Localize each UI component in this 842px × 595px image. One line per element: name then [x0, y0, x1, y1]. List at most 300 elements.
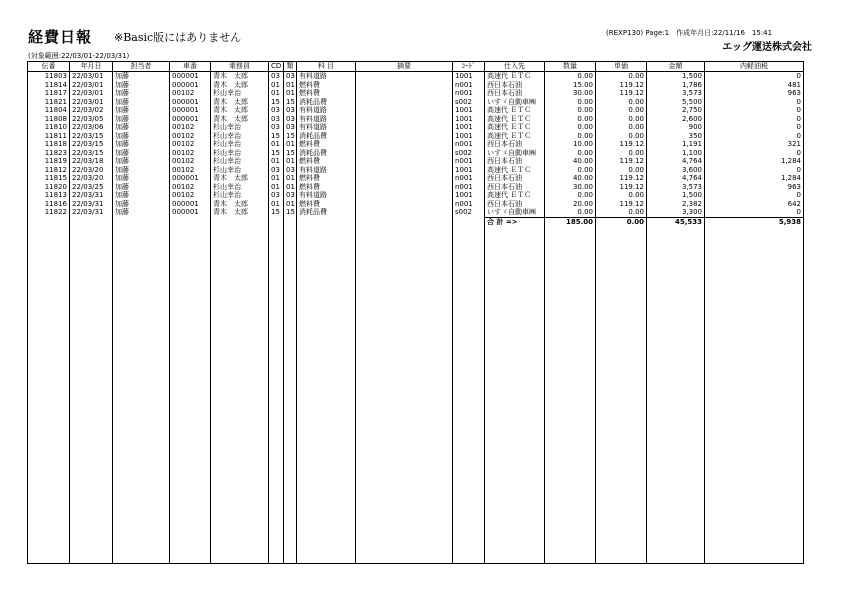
table-cell: 119.12 — [596, 81, 647, 90]
table-cell: 11811 — [28, 132, 70, 141]
table-cell: 0.00 — [545, 123, 596, 132]
table-cell: 000001 — [170, 200, 211, 209]
table-row — [28, 115, 804, 124]
column-header: 担当者 — [113, 62, 170, 72]
table-cell: 11823 — [28, 149, 70, 158]
table-cell: 350 — [647, 132, 705, 141]
table-cell: 01 — [269, 174, 284, 183]
column-header: 類 — [284, 62, 297, 72]
column-header: 内軽油税 — [705, 62, 804, 72]
table-cell — [356, 174, 453, 183]
table-cell: 00102 — [170, 89, 211, 98]
table-cell: 加藤 — [113, 157, 170, 166]
table-cell: 03 — [284, 191, 297, 200]
table-cell: 01 — [284, 183, 297, 192]
table-cell — [356, 149, 453, 158]
table-cell: 00102 — [170, 183, 211, 192]
table-cell — [356, 123, 453, 132]
table-cell: 11822 — [28, 208, 70, 217]
table-cell: 西日本石油 — [485, 200, 545, 209]
table-row — [28, 123, 804, 132]
table-cell: 0 — [705, 123, 804, 132]
table-cell — [356, 191, 453, 200]
table-cell: 22/03/15 — [70, 140, 113, 149]
table-cell: 01 — [284, 140, 297, 149]
table-cell: 01 — [269, 81, 284, 90]
table-cell: 11819 — [28, 157, 70, 166]
table-cell: 0.00 — [545, 149, 596, 158]
table-cell: 000001 — [170, 98, 211, 107]
table-cell: 加藤 — [113, 140, 170, 149]
column-header: 科 目 — [297, 62, 356, 72]
table-row — [28, 132, 804, 141]
table-cell: 杉山幸治 — [211, 157, 269, 166]
table-cell: 22/03/20 — [70, 166, 113, 175]
table-cell: 有料道路 — [297, 123, 356, 132]
table-row — [28, 208, 804, 217]
table-cell: 4,764 — [647, 174, 705, 183]
table-row — [28, 81, 804, 90]
table-cell: 1001 — [453, 115, 485, 124]
table-cell: 2,600 — [647, 115, 705, 124]
table-cell: 00102 — [170, 166, 211, 175]
table-cell — [356, 106, 453, 115]
column-header: 車番 — [170, 62, 211, 72]
table-cell — [356, 115, 453, 124]
table-cell: 燃料費 — [297, 89, 356, 98]
table-cell: 119.12 — [596, 183, 647, 192]
table-cell: n001 — [453, 89, 485, 98]
table-cell: 4,764 — [647, 157, 705, 166]
table-cell: 加藤 — [113, 183, 170, 192]
table-cell: 03 — [284, 72, 297, 81]
table-cell: 0 — [705, 191, 804, 200]
table-row — [28, 106, 804, 115]
table-cell: 加藤 — [113, 166, 170, 175]
table-cell: 消耗品費 — [297, 208, 356, 217]
table-cell: 加藤 — [113, 123, 170, 132]
table-cell — [356, 81, 453, 90]
table-cell: 03 — [269, 106, 284, 115]
table-cell: 1,100 — [647, 149, 705, 158]
table-cell: 30.00 — [545, 89, 596, 98]
table-cell: 青木 太郎 — [211, 200, 269, 209]
table-cell: 杉山幸治 — [211, 183, 269, 192]
table-cell: 642 — [705, 200, 804, 209]
report-title: 経費日報 — [28, 28, 93, 46]
table-cell: 03 — [284, 115, 297, 124]
table-cell: 11814 — [28, 81, 70, 90]
table-cell: 西日本石油 — [485, 81, 545, 90]
table-cell: 加藤 — [113, 208, 170, 217]
table-cell: 燃料費 — [297, 140, 356, 149]
table-cell: 2,382 — [647, 200, 705, 209]
table-cell: 01 — [284, 200, 297, 209]
table-cell: s002 — [453, 98, 485, 107]
table-cell: 11808 — [28, 115, 70, 124]
table-cell: 01 — [284, 81, 297, 90]
table-cell: 00102 — [170, 132, 211, 141]
table-cell — [356, 183, 453, 192]
table-cell: 963 — [705, 183, 804, 192]
table-cell: 22/03/18 — [70, 157, 113, 166]
table-cell: 900 — [647, 123, 705, 132]
total-row — [28, 217, 804, 226]
table-cell: 20.00 — [545, 200, 596, 209]
table-cell: 3,300 — [647, 208, 705, 217]
table-cell: 11803 — [28, 72, 70, 81]
table-cell: 1001 — [453, 72, 485, 81]
table-cell: 青木 太郎 — [211, 208, 269, 217]
table-cell: 22/03/15 — [70, 149, 113, 158]
table-cell: 11815 — [28, 174, 70, 183]
table-cell: 22/03/31 — [70, 191, 113, 200]
total-unit-price: 0.00 — [596, 217, 647, 226]
table-cell: 22/03/31 — [70, 200, 113, 209]
table-cell: 0.00 — [545, 132, 596, 141]
table-cell: 西日本石油 — [485, 157, 545, 166]
table-cell: 22/03/01 — [70, 81, 113, 90]
table-cell: 30.00 — [545, 183, 596, 192]
table-cell: 加藤 — [113, 174, 170, 183]
table-cell: 119.12 — [596, 157, 647, 166]
table-cell: 22/03/01 — [70, 72, 113, 81]
table-cell: 22/03/01 — [70, 98, 113, 107]
table-cell: 燃料費 — [297, 183, 356, 192]
table-cell: 321 — [705, 140, 804, 149]
table-cell: 01 — [284, 157, 297, 166]
table-cell: n001 — [453, 174, 485, 183]
table-cell: 11818 — [28, 140, 70, 149]
table-cell: 11804 — [28, 106, 70, 115]
table-cell: 1,284 — [705, 174, 804, 183]
table-cell: 有料道路 — [297, 106, 356, 115]
table-cell: 01 — [269, 157, 284, 166]
table-cell: 杉山幸治 — [211, 191, 269, 200]
table-cell — [356, 140, 453, 149]
table-cell: 加藤 — [113, 191, 170, 200]
total-quantity: 185.00 — [545, 217, 596, 226]
table-cell: 40.00 — [545, 174, 596, 183]
column-header: 数量 — [545, 62, 596, 72]
table-cell: 0 — [705, 106, 804, 115]
table-cell: 03 — [269, 123, 284, 132]
table-cell: 11816 — [28, 200, 70, 209]
table-cell: いすゞ自動車㈱ — [485, 149, 545, 158]
table-cell: s002 — [453, 149, 485, 158]
table-cell: 15 — [269, 149, 284, 158]
table-cell: 杉山幸治 — [211, 149, 269, 158]
table-cell: 01 — [269, 183, 284, 192]
table-cell: いすゞ自動車㈱ — [485, 98, 545, 107]
table-cell: 03 — [269, 72, 284, 81]
table-cell: 0.00 — [596, 191, 647, 200]
table-cell: 杉山幸治 — [211, 89, 269, 98]
table-cell — [356, 200, 453, 209]
table-cell: 0.00 — [596, 72, 647, 81]
table-cell: 有料道路 — [297, 191, 356, 200]
table-cell: 11813 — [28, 191, 70, 200]
table-row — [28, 174, 804, 183]
table-cell — [356, 72, 453, 81]
column-header: ｺｰﾄﾞ — [453, 62, 485, 72]
table-row — [28, 183, 804, 192]
table-cell — [356, 89, 453, 98]
table-cell: 3,600 — [647, 166, 705, 175]
table-cell: 22/03/20 — [70, 174, 113, 183]
column-header: 摘要 — [356, 62, 453, 72]
table-cell: 22/03/02 — [70, 106, 113, 115]
table-cell: 高速代 ＥＴＣ — [485, 106, 545, 115]
table-cell: 15.00 — [545, 81, 596, 90]
table-cell: 3,573 — [647, 183, 705, 192]
table-cell: 青木 太郎 — [211, 115, 269, 124]
table-cell: 000001 — [170, 174, 211, 183]
table-cell: 1,284 — [705, 157, 804, 166]
table-cell: 杉山幸治 — [211, 123, 269, 132]
table-cell: 1,500 — [647, 72, 705, 81]
table-cell: 有料道路 — [297, 166, 356, 175]
table-cell — [356, 166, 453, 175]
table-row — [28, 166, 804, 175]
table-cell: 119.12 — [596, 140, 647, 149]
table-cell: 高速代 ＥＴＣ — [485, 132, 545, 141]
table-cell: 15 — [284, 98, 297, 107]
table-cell: 03 — [269, 191, 284, 200]
table-cell: 0.00 — [596, 123, 647, 132]
table-cell: 000001 — [170, 208, 211, 217]
table-cell: 3,573 — [647, 89, 705, 98]
expense-table — [27, 61, 804, 564]
table-cell — [356, 157, 453, 166]
table-cell — [356, 98, 453, 107]
total-diesel-tax: 5,938 — [705, 217, 804, 226]
table-cell: 15 — [284, 149, 297, 158]
table-cell: 消耗品費 — [297, 132, 356, 141]
table-cell: n001 — [453, 157, 485, 166]
table-row — [28, 98, 804, 107]
table-cell: 西日本石油 — [485, 183, 545, 192]
table-cell: 03 — [269, 166, 284, 175]
table-cell: 西日本石油 — [485, 89, 545, 98]
table-spacer — [28, 226, 804, 564]
table-cell: 000001 — [170, 106, 211, 115]
table-cell: 481 — [705, 81, 804, 90]
table-cell: 01 — [284, 89, 297, 98]
table-cell: 杉山幸治 — [211, 166, 269, 175]
table-cell: 杉山幸治 — [211, 140, 269, 149]
table-cell: 0 — [705, 208, 804, 217]
table-cell: 00102 — [170, 191, 211, 200]
table-cell: 00102 — [170, 149, 211, 158]
table-cell: 高速代 ＥＴＣ — [485, 166, 545, 175]
table-cell: 22/03/25 — [70, 183, 113, 192]
table-cell: 加藤 — [113, 98, 170, 107]
table-cell: 0 — [705, 115, 804, 124]
table-cell: 00102 — [170, 140, 211, 149]
table-cell: 15 — [269, 98, 284, 107]
table-cell: 0.00 — [545, 106, 596, 115]
total-amount: 45,533 — [647, 217, 705, 226]
table-cell: 加藤 — [113, 72, 170, 81]
column-header: CD — [269, 62, 284, 72]
table-cell: 1001 — [453, 191, 485, 200]
column-header: 仕入先 — [485, 62, 545, 72]
table-cell: 0 — [705, 149, 804, 158]
table-cell: 有料道路 — [297, 115, 356, 124]
table-cell: 0.00 — [545, 191, 596, 200]
table-row — [28, 140, 804, 149]
table-cell: 01 — [284, 174, 297, 183]
table-cell: 加藤 — [113, 115, 170, 124]
table-cell: n001 — [453, 200, 485, 209]
company-name: エッグ運送株式会社 — [722, 42, 812, 53]
table-row — [28, 200, 804, 209]
table-cell: 1001 — [453, 123, 485, 132]
table-cell: 0.00 — [596, 166, 647, 175]
table-cell: 消耗品費 — [297, 149, 356, 158]
table-cell: 加藤 — [113, 81, 170, 90]
table-cell: n001 — [453, 140, 485, 149]
table-cell: 11810 — [28, 123, 70, 132]
table-cell: 青木 太郎 — [211, 174, 269, 183]
table-cell: 03 — [284, 123, 297, 132]
table-cell: 22/03/06 — [70, 123, 113, 132]
table-cell: 40.00 — [545, 157, 596, 166]
table-cell: 0.00 — [545, 98, 596, 107]
table-cell: 有料道路 — [297, 72, 356, 81]
table-cell: 01 — [269, 89, 284, 98]
table-cell: 119.12 — [596, 174, 647, 183]
table-cell: 高速代 ＥＴＣ — [485, 123, 545, 132]
table-row — [28, 149, 804, 158]
table-cell: 燃料費 — [297, 200, 356, 209]
table-cell: 15 — [284, 132, 297, 141]
table-cell: 0.00 — [596, 98, 647, 107]
table-cell: 消耗品費 — [297, 98, 356, 107]
table-cell: n001 — [453, 183, 485, 192]
table-cell: 22/03/31 — [70, 208, 113, 217]
table-cell: 加藤 — [113, 106, 170, 115]
table-cell: 11812 — [28, 166, 70, 175]
table-cell: 03 — [269, 115, 284, 124]
table-cell: 加藤 — [113, 132, 170, 141]
table-cell: 01 — [269, 200, 284, 209]
table-cell: 0 — [705, 98, 804, 107]
total-label: 合 計 => — [485, 217, 545, 226]
table-cell: 1,500 — [647, 191, 705, 200]
column-header: 伝番 — [28, 62, 70, 72]
table-cell: 0.00 — [596, 149, 647, 158]
table-cell: 0.00 — [545, 115, 596, 124]
table-cell: 西日本石油 — [485, 174, 545, 183]
table-cell: 高速代 ＥＴＣ — [485, 72, 545, 81]
table-row — [28, 72, 804, 81]
report-subtitle: ※Basic版にはありません — [114, 31, 242, 44]
table-row — [28, 191, 804, 200]
table-cell: 杉山幸治 — [211, 132, 269, 141]
table-row — [28, 157, 804, 166]
table-cell: 11820 — [28, 183, 70, 192]
table-cell: 03 — [284, 106, 297, 115]
column-header: 金額 — [647, 62, 705, 72]
table-cell: 0.00 — [596, 106, 647, 115]
table-cell: 000001 — [170, 81, 211, 90]
table-cell: 11817 — [28, 89, 70, 98]
table-cell: 22/03/15 — [70, 132, 113, 141]
table-cell — [356, 208, 453, 217]
table-cell: 0 — [705, 166, 804, 175]
table-cell: 119.12 — [596, 200, 647, 209]
table-cell: 000001 — [170, 72, 211, 81]
table-cell: 燃料費 — [297, 157, 356, 166]
table-cell: 燃料費 — [297, 174, 356, 183]
table-cell: 22/03/05 — [70, 115, 113, 124]
column-header: 乗務員 — [211, 62, 269, 72]
table-row — [28, 89, 804, 98]
table-cell: 03 — [284, 166, 297, 175]
table-cell: 01 — [269, 140, 284, 149]
table-cell: 1001 — [453, 106, 485, 115]
table-cell — [356, 132, 453, 141]
table-cell: 00102 — [170, 157, 211, 166]
column-header: 年月日 — [70, 62, 113, 72]
table-cell: 0.00 — [545, 166, 596, 175]
table-cell: 1,191 — [647, 140, 705, 149]
table-cell: n001 — [453, 81, 485, 90]
table-body — [28, 72, 804, 564]
table-cell: 0 — [705, 72, 804, 81]
table-cell: 高速代 ＥＴＣ — [485, 191, 545, 200]
table-cell: 963 — [705, 89, 804, 98]
table-cell: 22/03/01 — [70, 89, 113, 98]
report-period: (対象範囲:22/03/01-22/03/31) — [28, 52, 130, 60]
table-cell: 西日本石油 — [485, 140, 545, 149]
table-cell: 0 — [705, 132, 804, 141]
table-cell: 加藤 — [113, 89, 170, 98]
table-cell: 0.00 — [545, 208, 596, 217]
table-cell: 000001 — [170, 115, 211, 124]
table-cell: 11821 — [28, 98, 70, 107]
table-header-row — [28, 62, 804, 72]
table-cell: 15 — [269, 132, 284, 141]
table-cell: 加藤 — [113, 149, 170, 158]
table-cell: 10.00 — [545, 140, 596, 149]
table-cell: 青木 太郎 — [211, 106, 269, 115]
table-cell: 高速代 ＥＴＣ — [485, 115, 545, 124]
table-cell: 0.00 — [596, 115, 647, 124]
table-cell: 1001 — [453, 132, 485, 141]
table-cell: 00102 — [170, 123, 211, 132]
table-cell: 青木 太郎 — [211, 98, 269, 107]
table-cell: 1,786 — [647, 81, 705, 90]
table-cell: s002 — [453, 208, 485, 217]
table-cell: 2,750 — [647, 106, 705, 115]
table-cell: 青木 太郎 — [211, 72, 269, 81]
table-cell: 0.00 — [596, 132, 647, 141]
table-cell: 5,500 — [647, 98, 705, 107]
table-cell: 0.00 — [596, 208, 647, 217]
table-cell: 0.00 — [545, 72, 596, 81]
table-cell: 青木 太郎 — [211, 81, 269, 90]
table-cell: いすゞ自動車㈱ — [485, 208, 545, 217]
column-header: 単価 — [596, 62, 647, 72]
table-cell: 119.12 — [596, 89, 647, 98]
table-cell: 15 — [269, 208, 284, 217]
table-cell: 1001 — [453, 166, 485, 175]
table-cell: 燃料費 — [297, 81, 356, 90]
table-cell: 加藤 — [113, 200, 170, 209]
